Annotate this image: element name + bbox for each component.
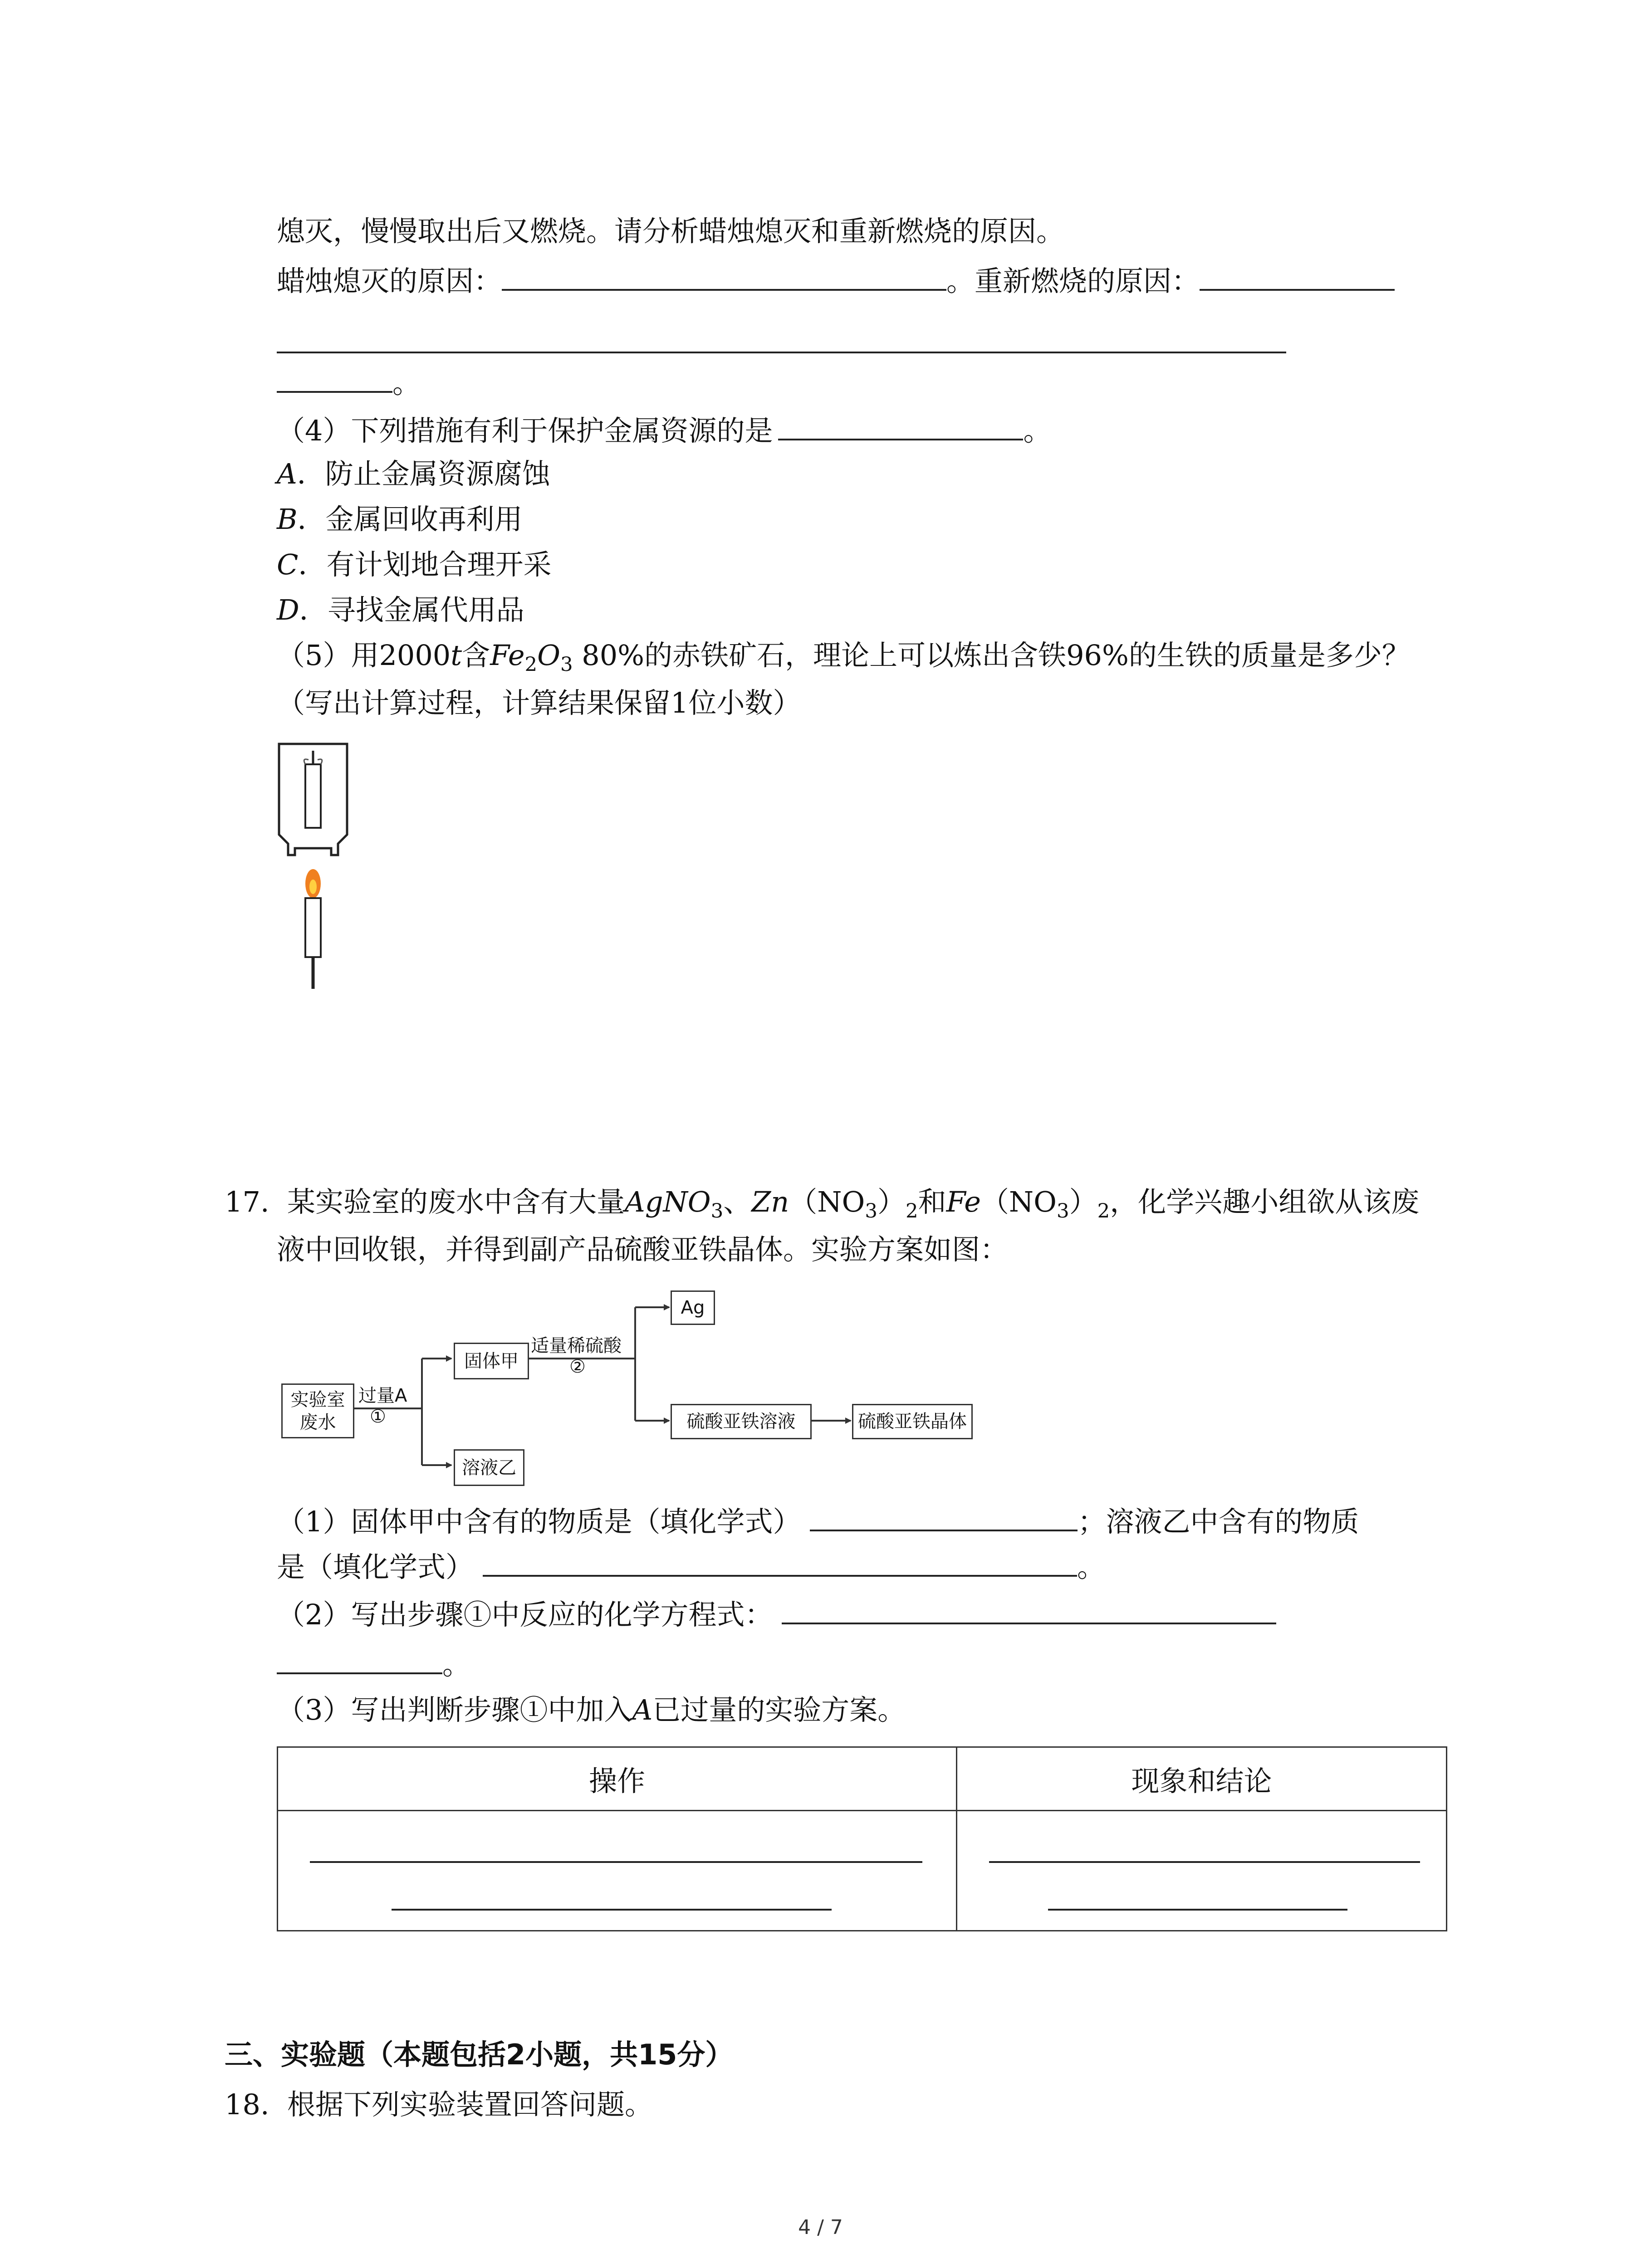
section-title: 三、实验题（本题包括2小题，共15分）: [225, 2038, 734, 2071]
q17-sub1: （1）固体甲中含有的物质是（填化学式） ；溶液乙中含有的物质: [277, 1501, 1359, 1540]
q16-reason-line: [277, 261, 1395, 299]
table-header-phenomenon: 现象和结论: [957, 1747, 1447, 1811]
experiment-table: [277, 1746, 1447, 1931]
q17-sub1-cont: 是（填化学式） 。: [277, 1547, 1105, 1585]
q17-line2: 液中回收银，并得到副产品硫酸亚铁晶体。实验方案如图：: [277, 1233, 1009, 1266]
option-a: A．防止金属资源腐蚀: [277, 457, 550, 490]
table-cell-operation: [278, 1811, 957, 1931]
flow-box-ag: Ag: [671, 1290, 715, 1325]
flow-label-step2: ②: [569, 1356, 586, 1377]
answer-blank-operation-2[interactable]: [392, 1909, 832, 1911]
answer-blank-phenomenon-1[interactable]: [989, 1861, 1420, 1863]
answer-blank-solid-a[interactable]: [810, 1501, 1078, 1531]
answer-blank-extinguish[interactable]: [502, 261, 946, 291]
answer-blank-equation-2[interactable]: [277, 1644, 442, 1674]
q16-continuation-line: 熄灭，慢慢取出后又燃烧。请分析蜡烛熄灭和重新燃烧的原因。: [277, 215, 1065, 248]
flow-box-feso4-solution: 硫酸亚铁溶液: [671, 1404, 812, 1439]
flow-label-dilute-h2so4: 适量稀硫酸: [531, 1335, 622, 1356]
q16-sub5-note: （写出计算过程，计算结果保留1位小数）: [277, 686, 801, 719]
answer-blank-equation-1[interactable]: [782, 1594, 1276, 1624]
option-c: C．有计划地合理开采: [277, 548, 552, 581]
q17-sub2: （2）写出步骤①中反应的化学方程式：: [277, 1594, 1276, 1633]
flow-box-wastewater: 实验室 废水: [281, 1383, 354, 1438]
answer-blank-phenomenon-2[interactable]: [1048, 1909, 1347, 1911]
q16-blank-end-line: 。: [277, 363, 421, 401]
answer-blank-sub4[interactable]: [778, 411, 1023, 440]
q17-sub2-cont: 。: [277, 1644, 470, 1683]
answer-blank-reignite-2[interactable]: [277, 352, 1286, 353]
answer-blank-reignite-3[interactable]: [277, 363, 392, 393]
reason-label-extinguish: 蜡烛熄灭的原因：: [277, 264, 502, 298]
q17-sub3: （3）写出判断步骤①中加入A已过量的实验方案。: [277, 1693, 906, 1726]
table-cell-phenomenon: [957, 1811, 1447, 1931]
reason-label-reignite: 。重新燃烧的原因：: [946, 264, 1200, 298]
flow-box-solid-a: 固体甲: [454, 1343, 529, 1379]
q18-line: 18. 根据下列实验装置回答问题。: [225, 2088, 653, 2121]
flow-label-step1: ①: [370, 1406, 386, 1427]
q16-sub4: （4）下列措施有利于保护金属资源的是 。: [277, 411, 1051, 449]
flow-box-solution-b: 溶液乙: [454, 1449, 524, 1486]
flow-box-feso4-crystal: 硫酸亚铁晶体: [852, 1404, 973, 1439]
q17-line1: 17. 某实验室的废水中含有大量AgNO$_3$、$Zn(NO_3)_2$和$Fe(NO_3)_2$，化学兴趣小组欲从该废: [225, 1185, 1420, 1223]
table-header-operation: 操作: [278, 1747, 957, 1811]
option-b: B．金属回收再利用: [277, 503, 523, 536]
candle-bottle-illustration: [277, 739, 354, 993]
option-d: D．寻找金属代用品: [277, 593, 524, 626]
answer-blank-reignite-1[interactable]: [1200, 261, 1395, 291]
answer-blank-operation-1[interactable]: [310, 1861, 922, 1863]
flow-label-excess-a: 过量A: [358, 1385, 407, 1406]
page-number: 4 / 7: [798, 2216, 843, 2239]
answer-blank-solution-b[interactable]: [483, 1547, 1077, 1577]
q16-sub5: （5）用2000t含$Fe_2O_3$ 80%的赤铁矿石，理论上可以炼出含铁96%的生铁的质量是多少？: [277, 639, 1410, 676]
